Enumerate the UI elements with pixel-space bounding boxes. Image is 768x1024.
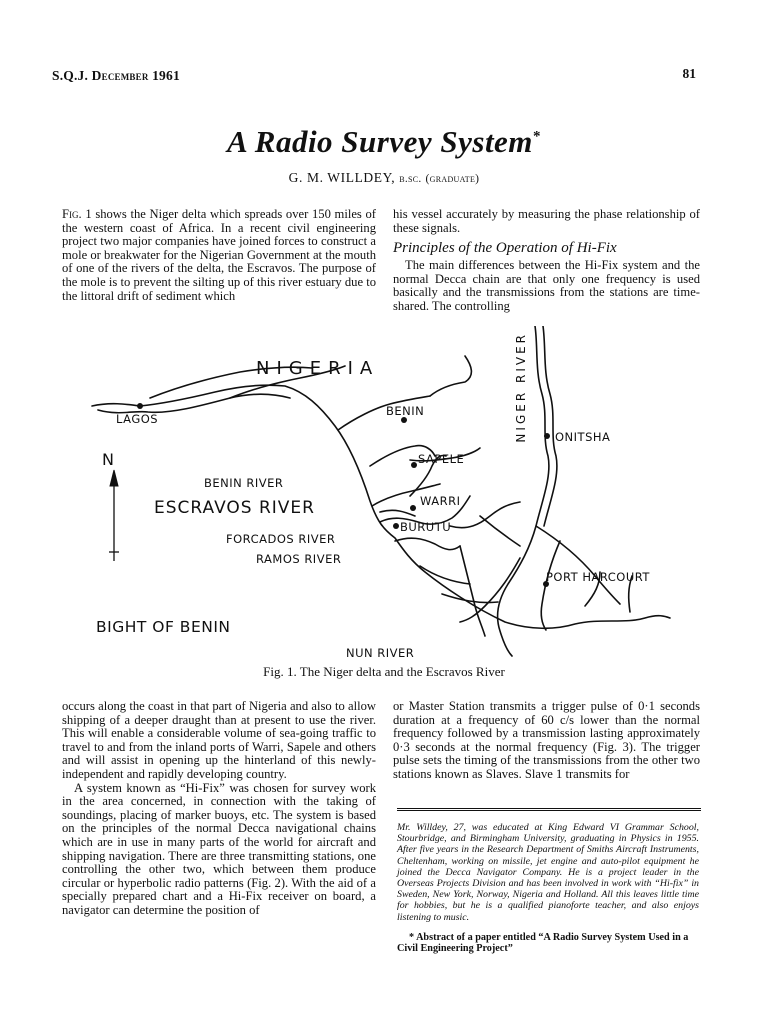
burutu-creek [380,510,415,516]
article-title [0,124,768,160]
label-forcados-river: FORCADOS RIVER [226,532,336,546]
body-paragraph-1: occurs along the coast in that part of Nigeria and also to allow shipping of a deeper draught than at present to use the river. This will enable a considerable volume of sea-going traffic to travel to and from the inland ports of Warri, Sapele and others and will assist in opening up the hinterland of this newly-independent and rapidly developing country. [62,699,376,781]
intro-paragraph [62,208,376,303]
label-nun-river: NUN RIVER [346,646,415,660]
label-onitsha: ONITSHA [555,430,611,444]
label-lagos: LAGOS [116,412,159,426]
title-footnote-mark: * [532,128,541,145]
principles-paragraph: The main differences between the Hi-Fix system and the normal Decca chain are that only one frequency is used basically and the transmissions from the stations are time-shared. The controlling [393,258,700,313]
author-grade: (graduate) [425,173,480,185]
section-heading: Principles of the Operation of Hi-Fix [393,240,617,257]
page-number: 81 [682,66,696,81]
label-north: N [102,450,114,469]
label-port-harcourt: PORT HARCOURT [546,570,650,584]
journal-year: 1961 [152,68,180,83]
label-benin: BENIN [386,404,425,418]
body-column-right [393,700,700,782]
delta-branch-4 [480,516,520,546]
benin-upper [430,356,471,396]
fig-word: Fig. [62,207,82,221]
author-line [0,170,768,186]
figure-caption: Fig. 1. The Niger delta and the Escravos River [263,664,505,679]
label-ramos-river: RAMOS RIVER [256,552,342,566]
body-paragraph-2: A system known as “Hi-Fix” was chosen for survey work in the area concerned, in connection with the taking of soundings, placing of marker buoys, etc. The system is based on the principles of the normal Decca navigational chains which are in use in many parts of the world for aircraft and shipping navigation. There are three transmitting stations, one controlling the other two, which between them produce circular or hyperbolic radio patterns (Fig. 2). With the aid of a specially prepared chart and a Hi-Fix receiver on board, a navigator can determine the position of [62,780,376,917]
map-drawing [80,326,680,662]
intro-text: 1 shows the Niger delta which spreads over 150 miles of the western coast of Africa. In a recent civil engineering project two major companies have joined forces to construct a mole or breakwater for the Nigerian Government at the mouth of one of the rivers of the delta, the Escravos. The purpose of the mole is to prevent the silting up of this river estuary due to the littoral drift of sediment which [62,207,376,303]
delta-branch-5 [450,502,520,528]
burutu-dot [393,523,399,529]
nun-river-line [460,546,485,636]
intro-continuation: his vessel accurately by measuring the phase relationship of these signals. [393,207,700,235]
label-burutu: BURUTU [400,520,452,534]
journal-name: S.Q.J. [52,68,89,83]
ramos-river-line [395,538,460,549]
label-warri: WARRI [420,494,461,508]
abstract-footnote: * Abstract of a paper entitled “A Radio Survey System Used in a Civil Engineering Project” [397,932,689,955]
label-bight-of-benin: BIGHT OF BENIN [96,618,231,636]
label-escravos-river: ESCRAVOS RIVER [154,498,315,518]
journal-header [52,68,180,84]
label-niger-river: NIGER RIVER [514,332,528,443]
delta-branch-2 [536,526,620,604]
body-column-left [62,700,376,918]
onitsha-dot [544,433,550,439]
label-sapele: SAPELE [418,452,465,466]
label-nigeria: NIGERIA [256,358,380,379]
label-benin-river: BENIN RIVER [204,476,284,490]
article-title-text: A Radio Survey System [227,124,533,159]
author-biography: Mr. Willdey, 27, was educated at King Edward VI Grammar School, Stourbridge, and Birmingham University, graduating in Physics in 1955. After five years in the Research Department of Smiths Aircraft Instruments, Cheltenham, working on missile, jet engine and auto-pilot equipment he joined the Decca Navigator Company. He is a project leader in the Overseas Projects Division and has been involved in work with “Hi-fix” in Sweden, New York, Norway, Nigeria and Holland. All this leaves little time for hobbies, but he is a qualified pianoforte teacher, and also enjoys listening to music. [397,822,699,923]
bio-rule [397,808,701,811]
author-degree: b.sc. [399,173,422,185]
delta-branch-1 [460,558,520,622]
lagos-dot [137,403,143,409]
niger-delta-map [80,326,680,662]
intro-column-right [393,208,700,314]
north-arrow [109,470,119,561]
author-name: G. M. WILLDEY, [288,170,396,185]
sapele-dot [411,462,417,468]
warri-dot [410,505,416,511]
intro-column-left [62,208,376,303]
body-paragraph-3: or Master Station transmits a trigger pulse of 0·1 seconds duration at a frequency of 60 c/s lower than the normal frequency followed by a transmission lasting approximately 0·3 seconds at the normal frequency (Fig. 3). The trigger pulse sets the timing of the transmissions from the other two stations known as Slaves. Slave 1 transmits for [393,699,700,781]
journal-month: December [91,68,149,83]
town-markers [137,403,550,587]
